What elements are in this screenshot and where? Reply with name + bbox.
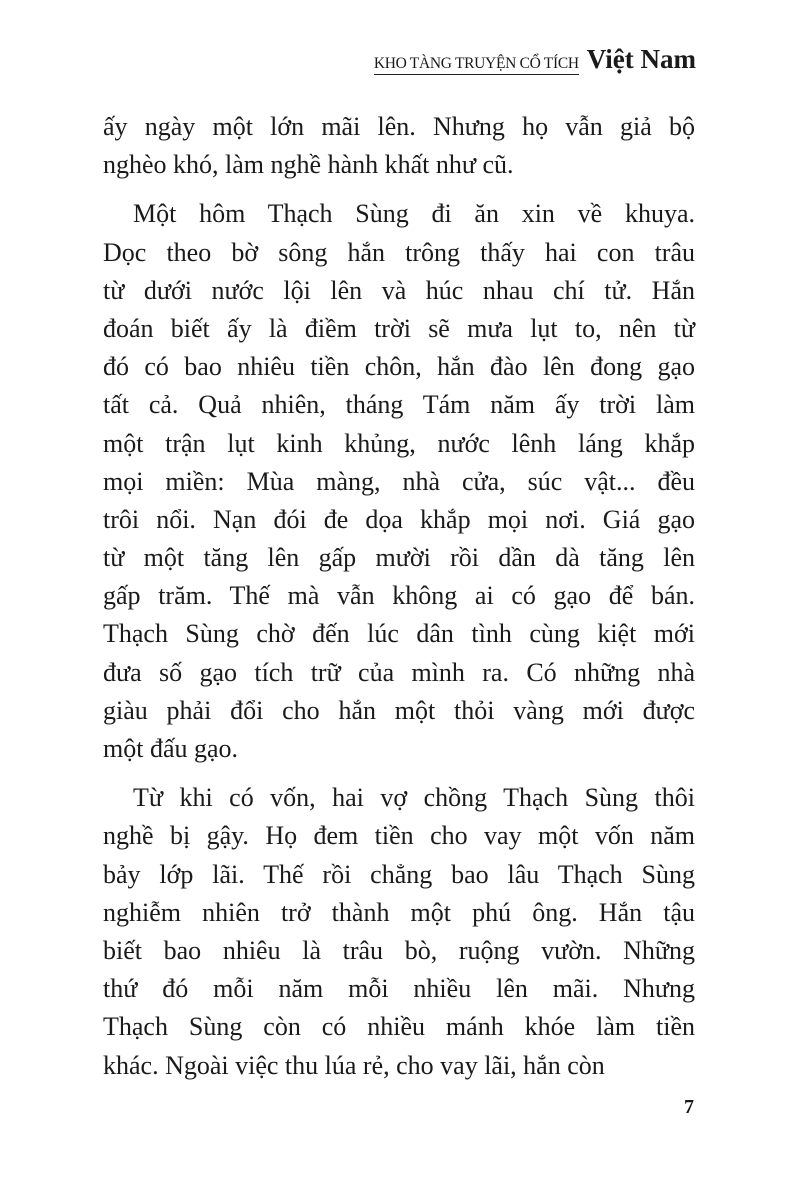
text-line: ấy ngày một lớn mãi lên. Nhưng họ vẫn giả bộ bbox=[103, 112, 695, 141]
text-line: khác. Ngoài việc thu lúa rẻ, cho vay lãi, hắn còn bbox=[103, 1050, 605, 1080]
text-line: trôi nổi. Nạn đói đe dọa khắp mọi nơi. Giá gạo bbox=[103, 504, 695, 534]
text-line: nghèo khó, làm nghề hành khất như cũ. bbox=[103, 150, 514, 180]
text-line: tất cả. Quả nhiên, tháng Tám năm ấy trời làm bbox=[103, 390, 695, 420]
text-line: Từ khi có vốn, hai vợ chồng Thạch Sùng thôi bbox=[133, 783, 695, 813]
page-number: 7 bbox=[684, 1096, 694, 1118]
text-line: đoán biết ấy là điềm trời sẽ mưa lụt to, nên từ bbox=[103, 313, 695, 343]
text-line: từ dưới nước lội lên và húc nhau chí tử. Hắn bbox=[103, 275, 695, 305]
paragraph bbox=[103, 195, 695, 768]
text-line: biết bao nhiêu là trâu bò, ruộng vườn. Những bbox=[103, 935, 695, 965]
paragraph bbox=[103, 779, 695, 1085]
series-title: KHO TÀNG TRUYỆN CỔ TÍCH bbox=[374, 55, 579, 75]
paragraph bbox=[103, 108, 695, 184]
text-line: đưa số gạo tích trữ của mình ra. Có những nhà bbox=[103, 657, 695, 687]
text-line: Thạch Sùng chờ đến lúc dân tình cùng kiệt mới bbox=[103, 619, 695, 649]
text-line: bảy lớp lãi. Thế rồi chẳng bao lâu Thạch Sùng bbox=[103, 859, 695, 889]
text-line: giàu phải đổi cho hắn một thỏi vàng mới được bbox=[103, 695, 695, 725]
text-line: thứ đó mỗi năm mỗi nhiều lên mãi. Nhưng bbox=[103, 974, 695, 1004]
text-line: nghiễm nhiên trở thành một phú ông. Hắn tậu bbox=[103, 897, 695, 927]
text-line: mọi miền: Mùa màng, nhà cửa, súc vật... đều bbox=[103, 466, 695, 496]
text-line: một trận lụt kinh khủng, nước lênh láng khắp bbox=[103, 428, 695, 458]
text-line: Thạch Sùng còn có nhiều mánh khóe làm tiền bbox=[103, 1012, 695, 1042]
text-line: một đấu gạo. bbox=[103, 734, 239, 763]
text-line: gấp trăm. Thế mà vẫn không ai có gạo để bán. bbox=[103, 581, 695, 611]
text-line: từ một tăng lên gấp mười rồi dần dà tăng lên bbox=[103, 543, 695, 573]
text-line: đó có bao nhiêu tiền chôn, hắn đào lên đong gạo bbox=[103, 352, 695, 382]
text-line: Dọc theo bờ sông hắn trông thấy hai con trâu bbox=[103, 237, 695, 267]
page-body bbox=[103, 108, 695, 1096]
text-line: Một hôm Thạch Sùng đi ăn xin về khuya. bbox=[133, 199, 695, 229]
text-line: nghề bị gậy. Họ đem tiền cho vay một vốn năm bbox=[103, 821, 695, 851]
series-brand: Việt Nam bbox=[586, 44, 696, 74]
running-header bbox=[374, 44, 696, 75]
